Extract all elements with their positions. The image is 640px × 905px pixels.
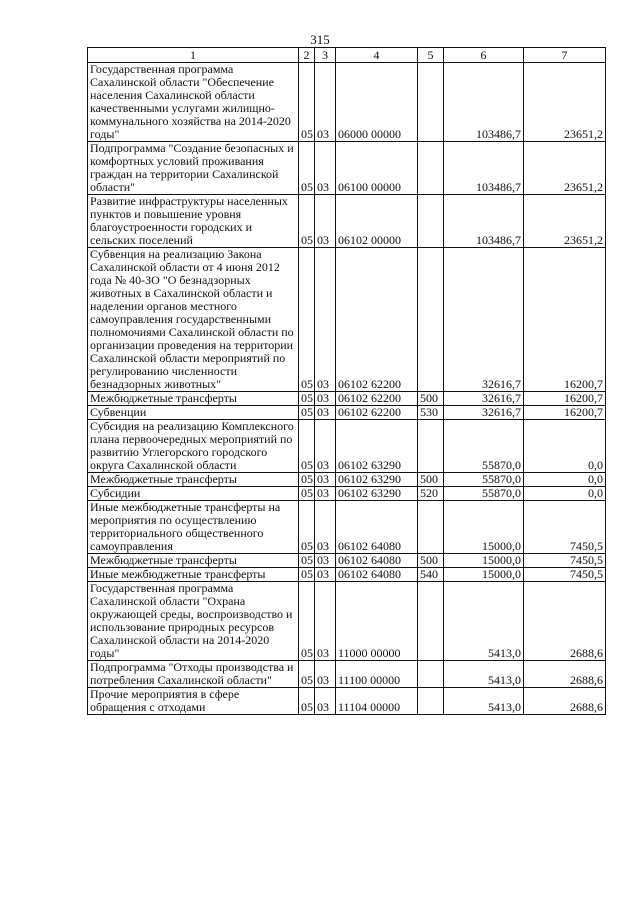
table-row — [88, 487, 606, 501]
expense-type-code: 520 — [418, 487, 444, 501]
row-name: Подпрограмма "Создание безопасных и комфортных условий проживания граждан на территории Сахалинской области" — [88, 142, 299, 195]
amount-column-6: 15000,0 — [444, 554, 524, 568]
subsection-code: 03 — [315, 195, 336, 248]
section-code: 05 — [299, 63, 315, 142]
section-code: 05 — [299, 501, 315, 554]
table-row — [88, 406, 606, 420]
target-article-code: 06000 00000 — [336, 63, 418, 142]
amount-column-6: 32616,7 — [444, 248, 524, 392]
amount-column-6: 5413,0 — [444, 661, 524, 688]
amount-column-7: 16200,7 — [524, 248, 606, 392]
expense-type-code — [418, 420, 444, 473]
amount-column-6: 103486,7 — [444, 195, 524, 248]
budget-table — [87, 47, 606, 715]
expense-type-code — [418, 195, 444, 248]
row-name: Прочие мероприятия в сфере обращения с отходами — [88, 688, 299, 715]
target-article-code: 06102 64080 — [336, 554, 418, 568]
expense-type-code — [418, 142, 444, 195]
subsection-code: 03 — [315, 688, 336, 715]
expense-type-code: 530 — [418, 406, 444, 420]
table-row — [88, 661, 606, 688]
row-name: Развитие инфраструктуры населенных пунктов и повышение уровня благоустроенности городских и сельских поселений — [88, 195, 299, 248]
amount-column-6: 55870,0 — [444, 487, 524, 501]
target-article-code: 11100 00000 — [336, 661, 418, 688]
amount-column-7: 23651,2 — [524, 195, 606, 248]
page-number: 315 — [310, 32, 330, 47]
section-code: 05 — [299, 195, 315, 248]
table-row — [88, 473, 606, 487]
amount-column-6: 15000,0 — [444, 568, 524, 582]
row-name: Субвенция на реализацию Закона Сахалинской области от 4 июня 2012 года № 40-ЗО "О безнадзорных животных в Сахалинской области и наделении органов местного самоуправления государственными полномочиями Сахалинской области по организации проведения на территории Сахалинской области мероприятий по регулированию численности безнадзорных животных" — [88, 248, 299, 392]
table-row — [88, 688, 606, 715]
column-header: 5 — [418, 48, 444, 63]
table-row — [88, 248, 606, 392]
row-name: Субсидии — [88, 487, 299, 501]
row-name: Межбюджетные трансферты — [88, 473, 299, 487]
amount-column-7: 0,0 — [524, 487, 606, 501]
amount-column-6: 32616,7 — [444, 392, 524, 406]
table-header-row — [88, 48, 606, 63]
table-row — [88, 501, 606, 554]
amount-column-7: 2688,6 — [524, 661, 606, 688]
amount-column-7: 16200,7 — [524, 406, 606, 420]
amount-column-6: 55870,0 — [444, 420, 524, 473]
section-code: 05 — [299, 142, 315, 195]
target-article-code: 06100 00000 — [336, 142, 418, 195]
subsection-code: 03 — [315, 420, 336, 473]
section-code: 05 — [299, 487, 315, 501]
amount-column-7: 2688,6 — [524, 688, 606, 715]
row-name: Межбюджетные трансферты — [88, 554, 299, 568]
row-name: Иные межбюджетные трансферты — [88, 568, 299, 582]
amount-column-6: 55870,0 — [444, 473, 524, 487]
row-name: Государственная программа Сахалинской области "Обеспечение населения Сахалинской области качественными услугами жилищно-коммунального хозяйства на 2014-2020 годы" — [88, 63, 299, 142]
amount-column-7: 0,0 — [524, 420, 606, 473]
expense-type-code — [418, 582, 444, 661]
section-code: 05 — [299, 248, 315, 392]
target-article-code: 06102 63290 — [336, 473, 418, 487]
amount-column-6: 32616,7 — [444, 406, 524, 420]
section-code: 05 — [299, 420, 315, 473]
table-row — [88, 63, 606, 142]
expense-type-code — [418, 63, 444, 142]
amount-column-6: 5413,0 — [444, 582, 524, 661]
expense-type-code: 500 — [418, 392, 444, 406]
target-article-code: 06102 63290 — [336, 420, 418, 473]
subsection-code: 03 — [315, 501, 336, 554]
target-article-code: 06102 64080 — [336, 568, 418, 582]
table-row — [88, 392, 606, 406]
amount-column-6: 5413,0 — [444, 688, 524, 715]
subsection-code: 03 — [315, 568, 336, 582]
table-row — [88, 195, 606, 248]
amount-column-7: 23651,2 — [524, 63, 606, 142]
row-name: Субсидия на реализацию Комплексного плана первоочередных мероприятий по развитию Углегорского городского округа Сахалинской области — [88, 420, 299, 473]
subsection-code: 03 — [315, 661, 336, 688]
subsection-code: 03 — [315, 142, 336, 195]
target-article-code: 06102 00000 — [336, 195, 418, 248]
table-row — [88, 582, 606, 661]
target-article-code: 06102 62200 — [336, 392, 418, 406]
subsection-code: 03 — [315, 406, 336, 420]
amount-column-7: 16200,7 — [524, 392, 606, 406]
amount-column-7: 0,0 — [524, 473, 606, 487]
subsection-code: 03 — [315, 63, 336, 142]
target-article-code: 11000 00000 — [336, 582, 418, 661]
subsection-code: 03 — [315, 248, 336, 392]
expense-type-code: 540 — [418, 568, 444, 582]
section-code: 05 — [299, 406, 315, 420]
target-article-code: 06102 63290 — [336, 487, 418, 501]
section-code: 05 — [299, 392, 315, 406]
section-code: 05 — [299, 473, 315, 487]
row-name: Межбюджетные трансферты — [88, 392, 299, 406]
column-header: 4 — [336, 48, 418, 63]
amount-column-7: 7450,5 — [524, 554, 606, 568]
target-article-code: 06102 62200 — [336, 406, 418, 420]
subsection-code: 03 — [315, 487, 336, 501]
column-header: 6 — [444, 48, 524, 63]
table-row — [88, 554, 606, 568]
table-row — [88, 420, 606, 473]
row-name: Государственная программа Сахалинской области "Охрана окружающей среды, воспроизводство и использование природных ресурсов Сахалинской области на 2014-2020 годы" — [88, 582, 299, 661]
target-article-code: 06102 62200 — [336, 248, 418, 392]
expense-type-code — [418, 248, 444, 392]
table-row — [88, 142, 606, 195]
subsection-code: 03 — [315, 582, 336, 661]
column-header: 7 — [524, 48, 606, 63]
expense-type-code: 500 — [418, 554, 444, 568]
row-name: Подпрограмма "Отходы производства и потребления Сахалинской области" — [88, 661, 299, 688]
expense-type-code — [418, 688, 444, 715]
amount-column-7: 23651,2 — [524, 142, 606, 195]
amount-column-7: 7450,5 — [524, 568, 606, 582]
expense-type-code — [418, 661, 444, 688]
expense-type-code: 500 — [418, 473, 444, 487]
column-header: 1 — [88, 48, 299, 63]
row-name: Иные межбюджетные трансферты на мероприятия по осуществлению территориального общественного самоуправления — [88, 501, 299, 554]
target-article-code: 06102 64080 — [336, 501, 418, 554]
expense-type-code — [418, 501, 444, 554]
subsection-code: 03 — [315, 473, 336, 487]
amount-column-6: 15000,0 — [444, 501, 524, 554]
column-header: 2 — [299, 48, 315, 63]
amount-column-6: 103486,7 — [444, 63, 524, 142]
section-code: 05 — [299, 568, 315, 582]
section-code: 05 — [299, 661, 315, 688]
section-code: 05 — [299, 554, 315, 568]
table-row — [88, 568, 606, 582]
amount-column-7: 2688,6 — [524, 582, 606, 661]
amount-column-6: 103486,7 — [444, 142, 524, 195]
row-name: Субвенции — [88, 406, 299, 420]
target-article-code: 11104 00000 — [336, 688, 418, 715]
section-code: 05 — [299, 688, 315, 715]
column-header: 3 — [315, 48, 336, 63]
table-body — [88, 63, 606, 715]
subsection-code: 03 — [315, 554, 336, 568]
amount-column-7: 7450,5 — [524, 501, 606, 554]
subsection-code: 03 — [315, 392, 336, 406]
section-code: 05 — [299, 582, 315, 661]
